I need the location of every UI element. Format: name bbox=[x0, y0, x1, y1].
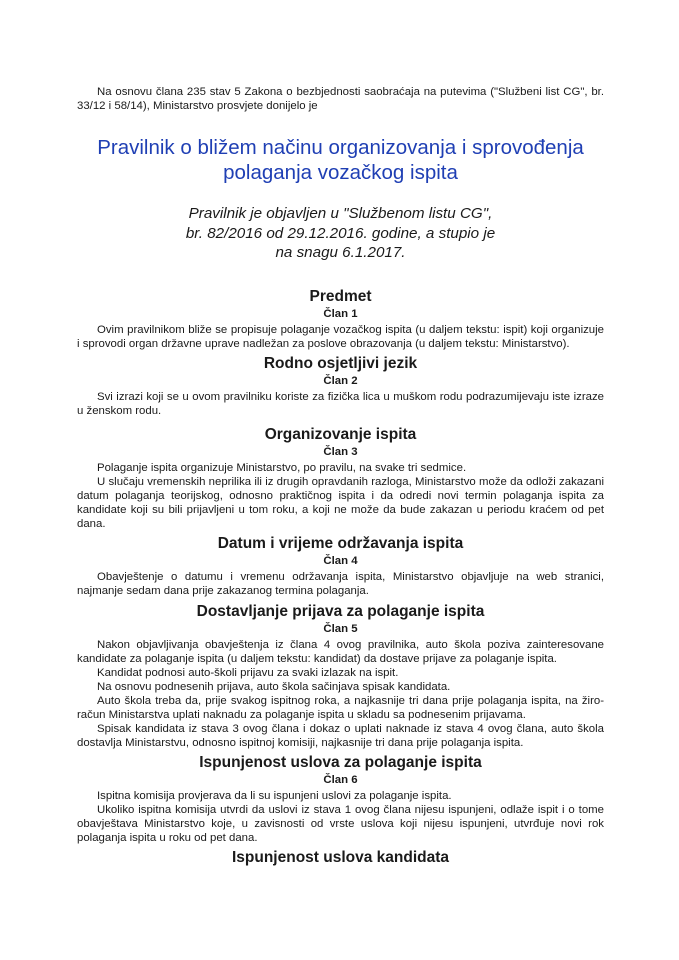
article-paragraph: U slučaju vremenskih neprilika ili iz drugih opravdanih razloga, Ministarstvo može da odloži zakazani datum polaganja teorijskog, odnosno praktičnog ispita i da odredi novi termin polaganja ispita za kandidate koji su bili prijavljeni u tom roku, a koji ne može da bude zakazan u periodu kraćem od pet dana. bbox=[77, 475, 604, 530]
article-paragraph: Kandidat podnosi auto-školi prijavu za svaki izlazak na ispit. bbox=[97, 666, 399, 679]
section-heading: Dostavljanje prijava za polaganje ispita bbox=[196, 602, 485, 620]
article-paragraph: Nakon objavljivanja obavještenja iz člana 4 ovog pravilnika, auto škola poziva zainteresovane kandidate za polaganje ispita (u daljem tekstu: kandidat) da dostave prijave za polaganje ispita. bbox=[77, 638, 604, 665]
article-paragraph: Spisak kandidata iz stava 3 ovog člana i dokaz o uplati naknade iz stava 4 ovog člana, auto škola dostavlja Ministarstvu, odnosno ispitnoj komisiji, najkasnije tri dana prije polaganja ispita. bbox=[77, 722, 604, 749]
section-heading: Ispunjenost uslova za polaganje ispita bbox=[199, 753, 482, 771]
article-number: Član 2 bbox=[323, 374, 358, 387]
section-heading: Ispunjenost uslova kandidata bbox=[231, 848, 450, 866]
section-heading: Datum i vrijeme održavanja ispita bbox=[217, 534, 464, 552]
document-title: Pravilnik o bližem načinu organizovanja i sprovođenja polaganja vozačkog ispita bbox=[97, 136, 584, 184]
intro-paragraph: Na osnovu člana 235 stav 5 Zakona o bezbjednosti saobraćaja na putevima ("Službeni list CG", br. 33/12 i 58/14), Ministarstvo prosvjete donijelo je bbox=[77, 86, 604, 112]
article-paragraph: Ovim pravilnikom bliže se propisuje polaganje vozačkog ispita (u daljem tekstu: ispit) koji organizuje i sprovodi organ državne uprave nadležan za poslove obrazovanja (u daljem tekstu: Ministarstvo). bbox=[77, 323, 604, 350]
article-number: Član 4 bbox=[323, 554, 358, 567]
section-heading: Predmet bbox=[309, 287, 372, 305]
article-number: Član 3 bbox=[323, 445, 358, 458]
section-heading: Organizovanje ispita bbox=[264, 425, 417, 443]
article-paragraph: Obavještenje o datumu i vremenu održavanja ispita, Ministarstvo objavljuje na web stranici, najmanje sedam dana prije zakazanog termina polaganja. bbox=[77, 570, 604, 597]
article-number: Član 5 bbox=[323, 622, 358, 635]
article-paragraph: Svi izrazi koji se u ovom pravilniku koriste za fizička lica u muškom rodu podrazumijevaju iste izraze u ženskom rodu. bbox=[77, 390, 604, 417]
article-paragraph: Ispitna komisija provjerava da li su ispunjeni uslovi za polaganje ispita. bbox=[97, 789, 452, 802]
document-page bbox=[77, 85, 604, 867]
article-paragraph: Auto škola treba da, prije svakog ispitnog roka, a najkasnije tri dana prije polaganja ispita, na žiro-račun Ministarstva uplati naknadu za polaganje ispita u skladu sa podnesenim prijavama. bbox=[77, 694, 604, 721]
section-heading: Rodno osjetljivi jezik bbox=[263, 354, 418, 372]
article-number: Član 1 bbox=[323, 307, 358, 320]
article-number: Član 6 bbox=[323, 773, 358, 786]
publication-note: Pravilnik je objavljen u "Službenom listu CG", br. 82/2016 od 29.12.2016. godine, a stupio je na snagu 6.1.2017. bbox=[185, 205, 496, 261]
article-paragraph: Ukoliko ispitna komisija utvrdi da uslovi iz stava 1 ovog člana nijesu ispunjeni, odlaže ispit i o tome obavještava Ministarstvo koje, u zavisnosti od vrste uslova koji nijesu ispunjeni, utvrđuje novi rok polaganja ispita u roku od pet dana. bbox=[77, 803, 604, 844]
article-paragraph: Polaganje ispita organizuje Ministarstvo, po pravilu, na svake tri sedmice. bbox=[97, 461, 467, 474]
article-paragraph: Na osnovu podnesenih prijava, auto škola sačinjava spisak kandidata. bbox=[97, 680, 451, 693]
